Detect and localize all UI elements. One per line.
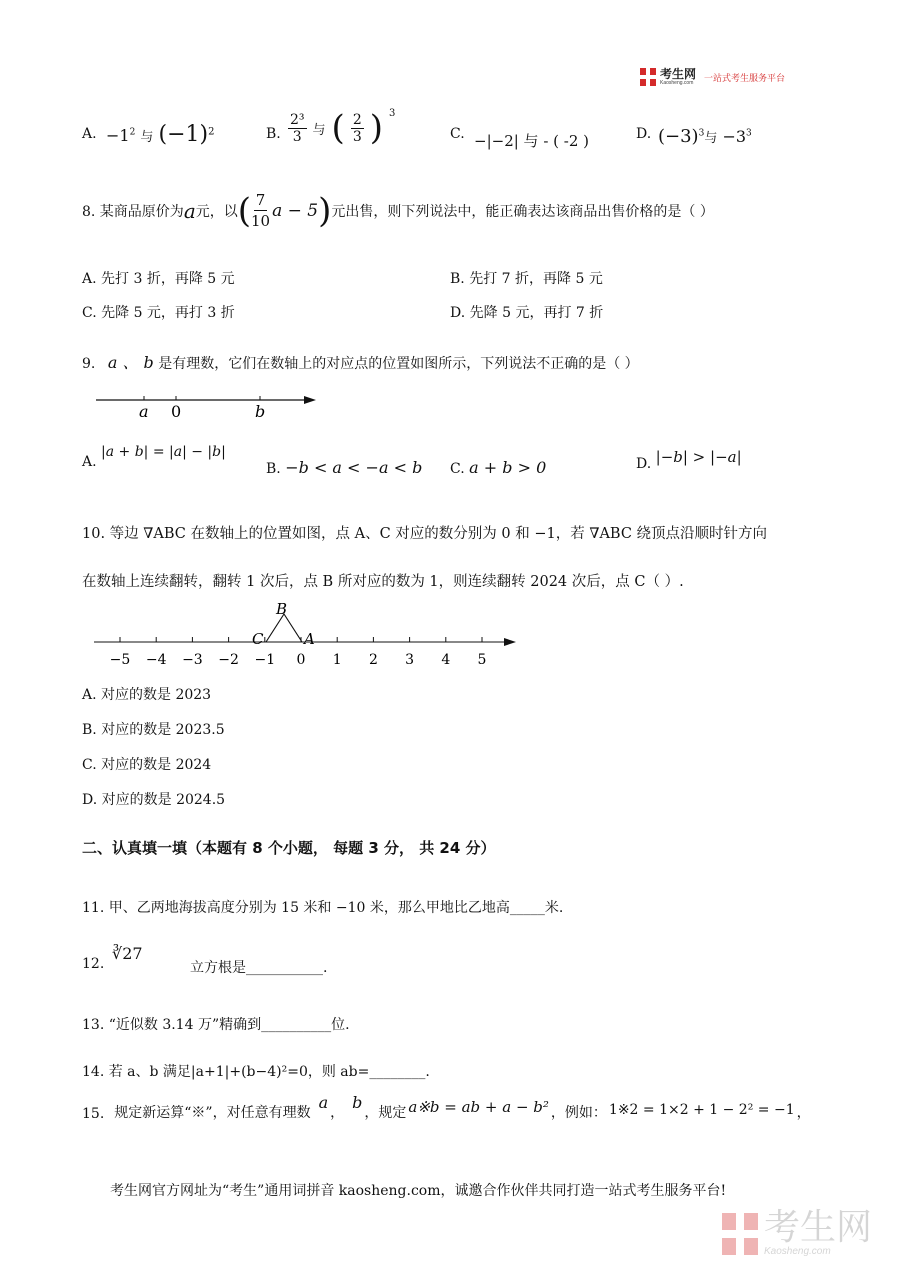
- q9-vars: a 、 b: [107, 353, 154, 372]
- q10-option-b: [82, 719, 225, 739]
- q10-tick-label: −3: [182, 652, 203, 668]
- q10-option-c-text: 对应的数是 2024: [101, 757, 212, 773]
- q15-label: 15.: [82, 1106, 105, 1122]
- q10-tick-label: 4: [441, 652, 451, 668]
- q7-option-d-expr: [658, 126, 752, 147]
- q10-option-b-label: B.: [82, 722, 97, 738]
- q10-tick-label: −4: [145, 652, 167, 668]
- q8-option-d-text: 先降 5 元，再打 7 折: [469, 305, 604, 321]
- q12-text: 立方根是___________.: [190, 960, 328, 976]
- q9-stem: [82, 350, 639, 373]
- q15-trail: ，: [796, 1105, 811, 1121]
- q10-option-a-text: 对应的数是 2023: [101, 687, 212, 703]
- q7-a-conn: 与: [140, 130, 154, 145]
- q8-frac-den: 10: [251, 212, 271, 230]
- q8-option-b: [450, 268, 603, 288]
- q10-tick-label: 5: [477, 652, 487, 668]
- brand-text: [660, 68, 696, 86]
- q10-label-B: B: [276, 600, 288, 618]
- q9-label-a: a: [139, 402, 149, 421]
- q7-option-a-expr: [106, 122, 215, 147]
- q10-tick-label: 3: [405, 652, 415, 668]
- q8-option-d-label: D.: [450, 305, 466, 321]
- q7-a-left: −1: [106, 126, 130, 145]
- q7-b-lparen: (: [331, 108, 345, 148]
- q10-tick-label: 1: [332, 652, 342, 668]
- q14: 14. 若 a、b 满足|a+1|+(b−4)²=0，则 ab=________.: [82, 1064, 430, 1080]
- q8-expr-tail: a − 5: [272, 200, 319, 221]
- q8-option-c-text: 先降 5 元，再打 3 折: [101, 305, 235, 321]
- q8-stem: [82, 190, 714, 231]
- q9-option-a-label: A.: [82, 454, 97, 470]
- q8-option-a: [82, 268, 235, 288]
- q9-label-b: b: [255, 402, 266, 421]
- q10-option-b-text: 对应的数是 2023.5: [101, 722, 225, 738]
- footer-text: 考生网官方网址为“考生”通用词拼音 kaosheng.com，诚邀合作伙伴共同打造一站式考生服务平台!: [110, 1183, 727, 1199]
- q13: 13. “近似数 3.14 万”精确到__________位.: [82, 1017, 350, 1033]
- q10-tick-label: −2: [218, 652, 239, 668]
- q9-label-zero: 0: [171, 402, 182, 421]
- q7-option-c-label: C.: [450, 126, 465, 142]
- q7-option-b-label: B.: [266, 126, 281, 142]
- q7-d-left: (−3): [658, 126, 699, 147]
- q7-b-frac2: [351, 112, 364, 145]
- q9-option-b-text: −b < a < −a < b: [285, 458, 423, 477]
- q7-option-d-label: D.: [636, 126, 652, 142]
- q7-d-left-exp: 3: [698, 128, 705, 139]
- q15-var-a: a: [318, 1093, 329, 1112]
- q8-option-b-label: B.: [450, 271, 465, 287]
- q10-tick-label: 2: [368, 652, 378, 668]
- q11: 11. 甲、乙两地海拔高度分别为 15 米和 −10 米，那么甲地比乙地高_____米.: [82, 900, 564, 916]
- q9-stem-prefix: 9.: [82, 356, 96, 372]
- q7-b-num: 2³: [290, 111, 305, 128]
- q12-radical: ∛27: [112, 944, 143, 963]
- q7-b-num2: 2: [352, 111, 362, 128]
- q8-stem-mid: 元，以: [195, 203, 238, 220]
- q7-d-right-exp: 3: [746, 128, 752, 139]
- q10-tick-label: −1: [254, 652, 276, 668]
- q8-rparen: ): [318, 190, 332, 231]
- watermark-logo-icon: [722, 1213, 758, 1255]
- q7-b-den: 3: [292, 128, 302, 145]
- brand-name: 考生网: [660, 67, 697, 81]
- q9-option-c-label: C.: [450, 461, 465, 477]
- q10-option-c: [82, 754, 211, 774]
- q10-option-a: [82, 684, 211, 704]
- q8-option-d: [450, 302, 603, 322]
- q7-option-b-expr: [288, 108, 395, 148]
- q7-b-frac1: [288, 112, 307, 145]
- q9-option-a-text: |a + b| = |a| − |b|: [101, 444, 226, 460]
- q8-var-a: a: [183, 198, 196, 223]
- q10-option-d: [82, 789, 225, 809]
- q10-option-d-label: D.: [82, 792, 98, 808]
- q9-option-c: [450, 458, 546, 477]
- q7-a-right-exp: 2: [208, 126, 215, 138]
- q8-option-a-label: A.: [82, 271, 97, 287]
- q9-stem-text: 是有理数，它们在数轴上的对应点的位置如图所示，下列说法不正确的是（ ）: [158, 356, 639, 372]
- section-2-title: 二、认真填一填（本题有 8 个小题， 每题 3 分， 共 24 分）: [82, 839, 496, 857]
- watermark: [722, 1207, 872, 1257]
- q7-b-den2: 3: [352, 128, 362, 145]
- q10-tick-label: 0: [296, 652, 306, 668]
- q10-triangle: [266, 614, 302, 642]
- q10-line1: 10. 等边 ∇ABC 在数轴上的位置如图，点 A、C 对应的数分别为 0 和 −1，若 ∇ABC 绕顶点沿顺时针方向: [82, 526, 768, 542]
- q15-rule: a※b = ab + a − b²: [408, 1098, 549, 1116]
- q15-comma: ，: [330, 1105, 345, 1121]
- q8-option-a-text: 先打 3 折，再降 5 元: [101, 271, 235, 287]
- q8-stem-suffix: 元出售，则下列说法中，能正确表达该商品出售价格的是（ ）: [331, 203, 714, 220]
- q7-d-conn: 与: [704, 131, 718, 146]
- brand-domain: Kaosheng.com: [660, 80, 694, 86]
- q7-d-right: −3: [722, 127, 747, 146]
- q8-lparen: (: [237, 190, 252, 231]
- q10-line2: 在数轴上连续翻转，翻转 1 次后，点 B 所对应的数为 1，则连续翻转 2024 次后，点 C（ ）.: [82, 574, 684, 590]
- q10-option-c-label: C.: [82, 757, 97, 773]
- brand-logo: [640, 68, 785, 86]
- q8-frac-num: 7: [255, 191, 266, 209]
- q10-axis-arrow: [504, 638, 516, 646]
- q10-option-d-text: 对应的数是 2024.5: [101, 792, 226, 808]
- q7-option-a-label: A.: [82, 126, 97, 142]
- q15: [82, 1093, 811, 1122]
- q8-stem-prefix: 8. 某商品原价为: [82, 203, 184, 220]
- q12-label: 12.: [82, 956, 105, 972]
- q10-tick-label: −5: [109, 652, 131, 668]
- q7-a-right: (−1): [158, 122, 209, 147]
- q10-label-A: A: [304, 630, 315, 648]
- q15-text1: 规定新运算“※”，对任意有理数: [114, 1105, 311, 1121]
- q9-option-b-label: B.: [266, 461, 281, 477]
- q8-option-c: [82, 302, 235, 322]
- q15-example: 1※2 = 1×2 + 1 − 2² = −1: [608, 1102, 795, 1118]
- q7-a-left-exp: 2: [129, 127, 136, 138]
- kaosheng-logo-icon: [640, 68, 656, 86]
- q7-b-conn: 与: [312, 122, 326, 138]
- brand-slogan: 一站式考生服务平台: [704, 73, 786, 84]
- q9-option-d: [636, 448, 742, 472]
- q8-frac: [251, 190, 270, 231]
- q9-axis-arrow: [304, 396, 316, 404]
- watermark-text: [763, 1207, 872, 1257]
- q15-var-b: b: [352, 1093, 363, 1112]
- q15-text3: ，例如：: [550, 1105, 607, 1121]
- q15-text2: ，规定: [364, 1105, 407, 1121]
- q9-option-c-text: a + b > 0: [469, 458, 547, 477]
- q7-b-rparen: ): [369, 108, 383, 148]
- q10-number-line: [90, 598, 520, 672]
- q10-option-a-label: A.: [82, 687, 97, 703]
- q8-option-c-label: C.: [82, 305, 97, 321]
- q9-option-d-text: |−b| > |−a|: [655, 448, 742, 466]
- q9-number-line: [94, 388, 320, 422]
- q7-option-c-expr: −|−2| 与 - ( -2 ): [474, 132, 590, 150]
- q9-option-b: [266, 458, 422, 477]
- q10-label-C: C: [252, 630, 264, 648]
- q9-option-d-label: D.: [636, 456, 652, 472]
- q7-b-exp: 3: [389, 108, 396, 119]
- q9-option-a: [82, 444, 226, 470]
- q8-option-b-text: 先打 7 折，再降 5 元: [469, 271, 603, 287]
- watermark-name: 考生网: [763, 1207, 872, 1248]
- watermark-domain: Kaosheng.com: [763, 1246, 831, 1257]
